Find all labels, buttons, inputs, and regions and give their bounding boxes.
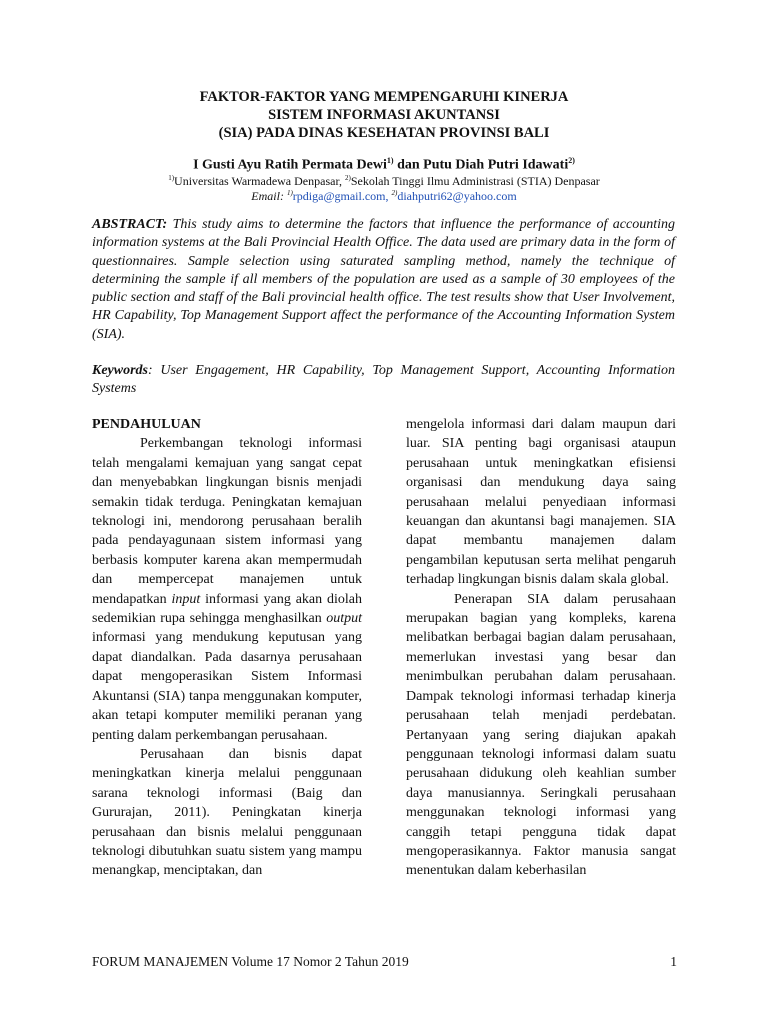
paragraph: Perusahaan dan bisnis dapat meningkatkan kinerja melalui penggunaan sarana teknologi informasi (Baig dan Gururajan, 2011). Peningkatan kinerja perusahaan dan bisnis melalui penggunaan teknologi dibutuhkan suatu sistem yang mampu menangkap, menciptakan, dan: [92, 746, 362, 879]
section-heading: PENDAHULUAN: [92, 417, 201, 432]
paragraph: Penerapan SIA dalam perusahaan merupakan bagian yang kompleks, karena melibatkan berbagai bagian dalam perusahaan, memerlukan investasi yang besar dan menimbulkan perubahan dalam perusahaan. Dampak teknologi informasi terhadap kinerja perusahaan telah menjadi perdebatan. Pertanyaan yang sering diajukan apakah penggunaan teknologi informasi dalam suatu perusahaan didukung oleh keahlian sumber daya manusiannya. Seringkali perusahaan menggunakan teknologi informasi yang canggih tetapi pengguna tidak dapat mengoperasikannya. Faktor manusia sangat menentukan dalam keberhasilan: [406, 591, 676, 879]
left-column: [92, 415, 362, 881]
affil-1-sup: 1): [168, 174, 175, 182]
authors: [0, 156, 768, 174]
emails: Email: $^{1)}$rpdiga@gmail.com, $^{2)}$diahputri62@yahoo.com: [251, 189, 517, 203]
affil-2-sup: 2): [344, 174, 351, 182]
author-conj: dan: [397, 157, 420, 173]
title-line-3: (SIA) PADA DINAS KESEHATAN PROVINSI BALI: [218, 125, 550, 141]
keywords-label: Keywords: [92, 363, 148, 378]
author-1: I Gusti Ayu Ratih Permata Dewi: [193, 157, 387, 173]
title-line-2: SISTEM INFORMASI AKUNTANSI: [268, 107, 500, 123]
page-footer: [92, 954, 677, 970]
author-2-sup: 2): [568, 156, 575, 165]
abstract: [92, 216, 675, 344]
affiliations: [0, 174, 768, 189]
email-2-link[interactable]: diahputri62@yahoo.com: [397, 189, 517, 203]
paragraph: mengelola informasi dari dalam maupun dari luar. SIA penting bagi organisasi ataupun perusahaan untuk meningkatkan efisiensi organisasi dan mendukung daya saing perusahaan melalui penyediaan informasi keuangan dan akuntansi bagi manajemen. SIA dapat membantu manajemen dalam pengambilan keputusan serta melihat pengaruh terhadap lingkungan bisnis dalam skala global.: [406, 417, 676, 588]
author-2: Putu Diah Putri Idawati: [423, 157, 569, 173]
page-number: 1: [670, 954, 677, 969]
email-1-sup: 1): [286, 189, 293, 197]
author-1-sup: 1): [386, 156, 394, 165]
title-line-1: FAKTOR-FAKTOR YANG MEMPENGARUHI KINERJA: [199, 89, 569, 105]
journal-name: FORUM MANAJEMEN: [92, 954, 229, 969]
email-label: Email:: [251, 189, 284, 203]
keywords: [92, 362, 675, 399]
affil-1: Universitas Warmadewa Denpasar,: [174, 174, 342, 188]
keywords-text: : User Engagement, HR Capability, Top Management Support, Accounting Information Systems: [92, 363, 675, 397]
abstract-label: ABSTRACT:: [92, 217, 168, 232]
paragraph: Perkembangan teknologi informasi telah mengalami kemajuan yang sangat cepat dan menyebabkan lingkungan bisnis menjadi semakin tidak terduga. Peningkatan kemajuan teknologi ini, mendorong perusahaan beralih pada pendayagunaan sistem informasi yang berbasis komputer karena akan mempermudah dan mempercepat manajemen untuk mendapatkan input informasi yang akan diolah sedemikian rupa sehingga menghasilkan output informasi yang mendukung keputusan yang dapat diandalkan. Pada dasarnya perusahaan dapat mengoperasikan Sistem Informasi Akuntansi (SIA) tanpa menggunakan komputer, akan tetapi komputer memiliki peranan yang penting dalam perkembangan perusahaan.: [92, 436, 362, 743]
email-1-link[interactable]: rpdiga@gmail.com: [292, 189, 386, 203]
email-2-sup: 2): [391, 189, 398, 197]
abstract-text: This study aims to determine the factors that influence the performance of accounting information systems at the Bali Provincial Health Office. The data used are primary data in the form of questionnaires. Sample selection using saturated sampling method, namely the technique of determining the sample if all members of the population are used as a sample of 30 employees of the public section and staff of the Bali provincial health office. The test results show that User Involvement, HR Capability, Top Management Support affect the performance of the Accounting Information System (SIA).: [92, 217, 675, 342]
right-column: [406, 415, 676, 881]
journal-volume: Volume 17 Nomor 2 Tahun 2019: [231, 954, 409, 969]
affil-2: Sekolah Tinggi Ilmu Administrasi (STIA) Denpasar: [350, 174, 600, 188]
